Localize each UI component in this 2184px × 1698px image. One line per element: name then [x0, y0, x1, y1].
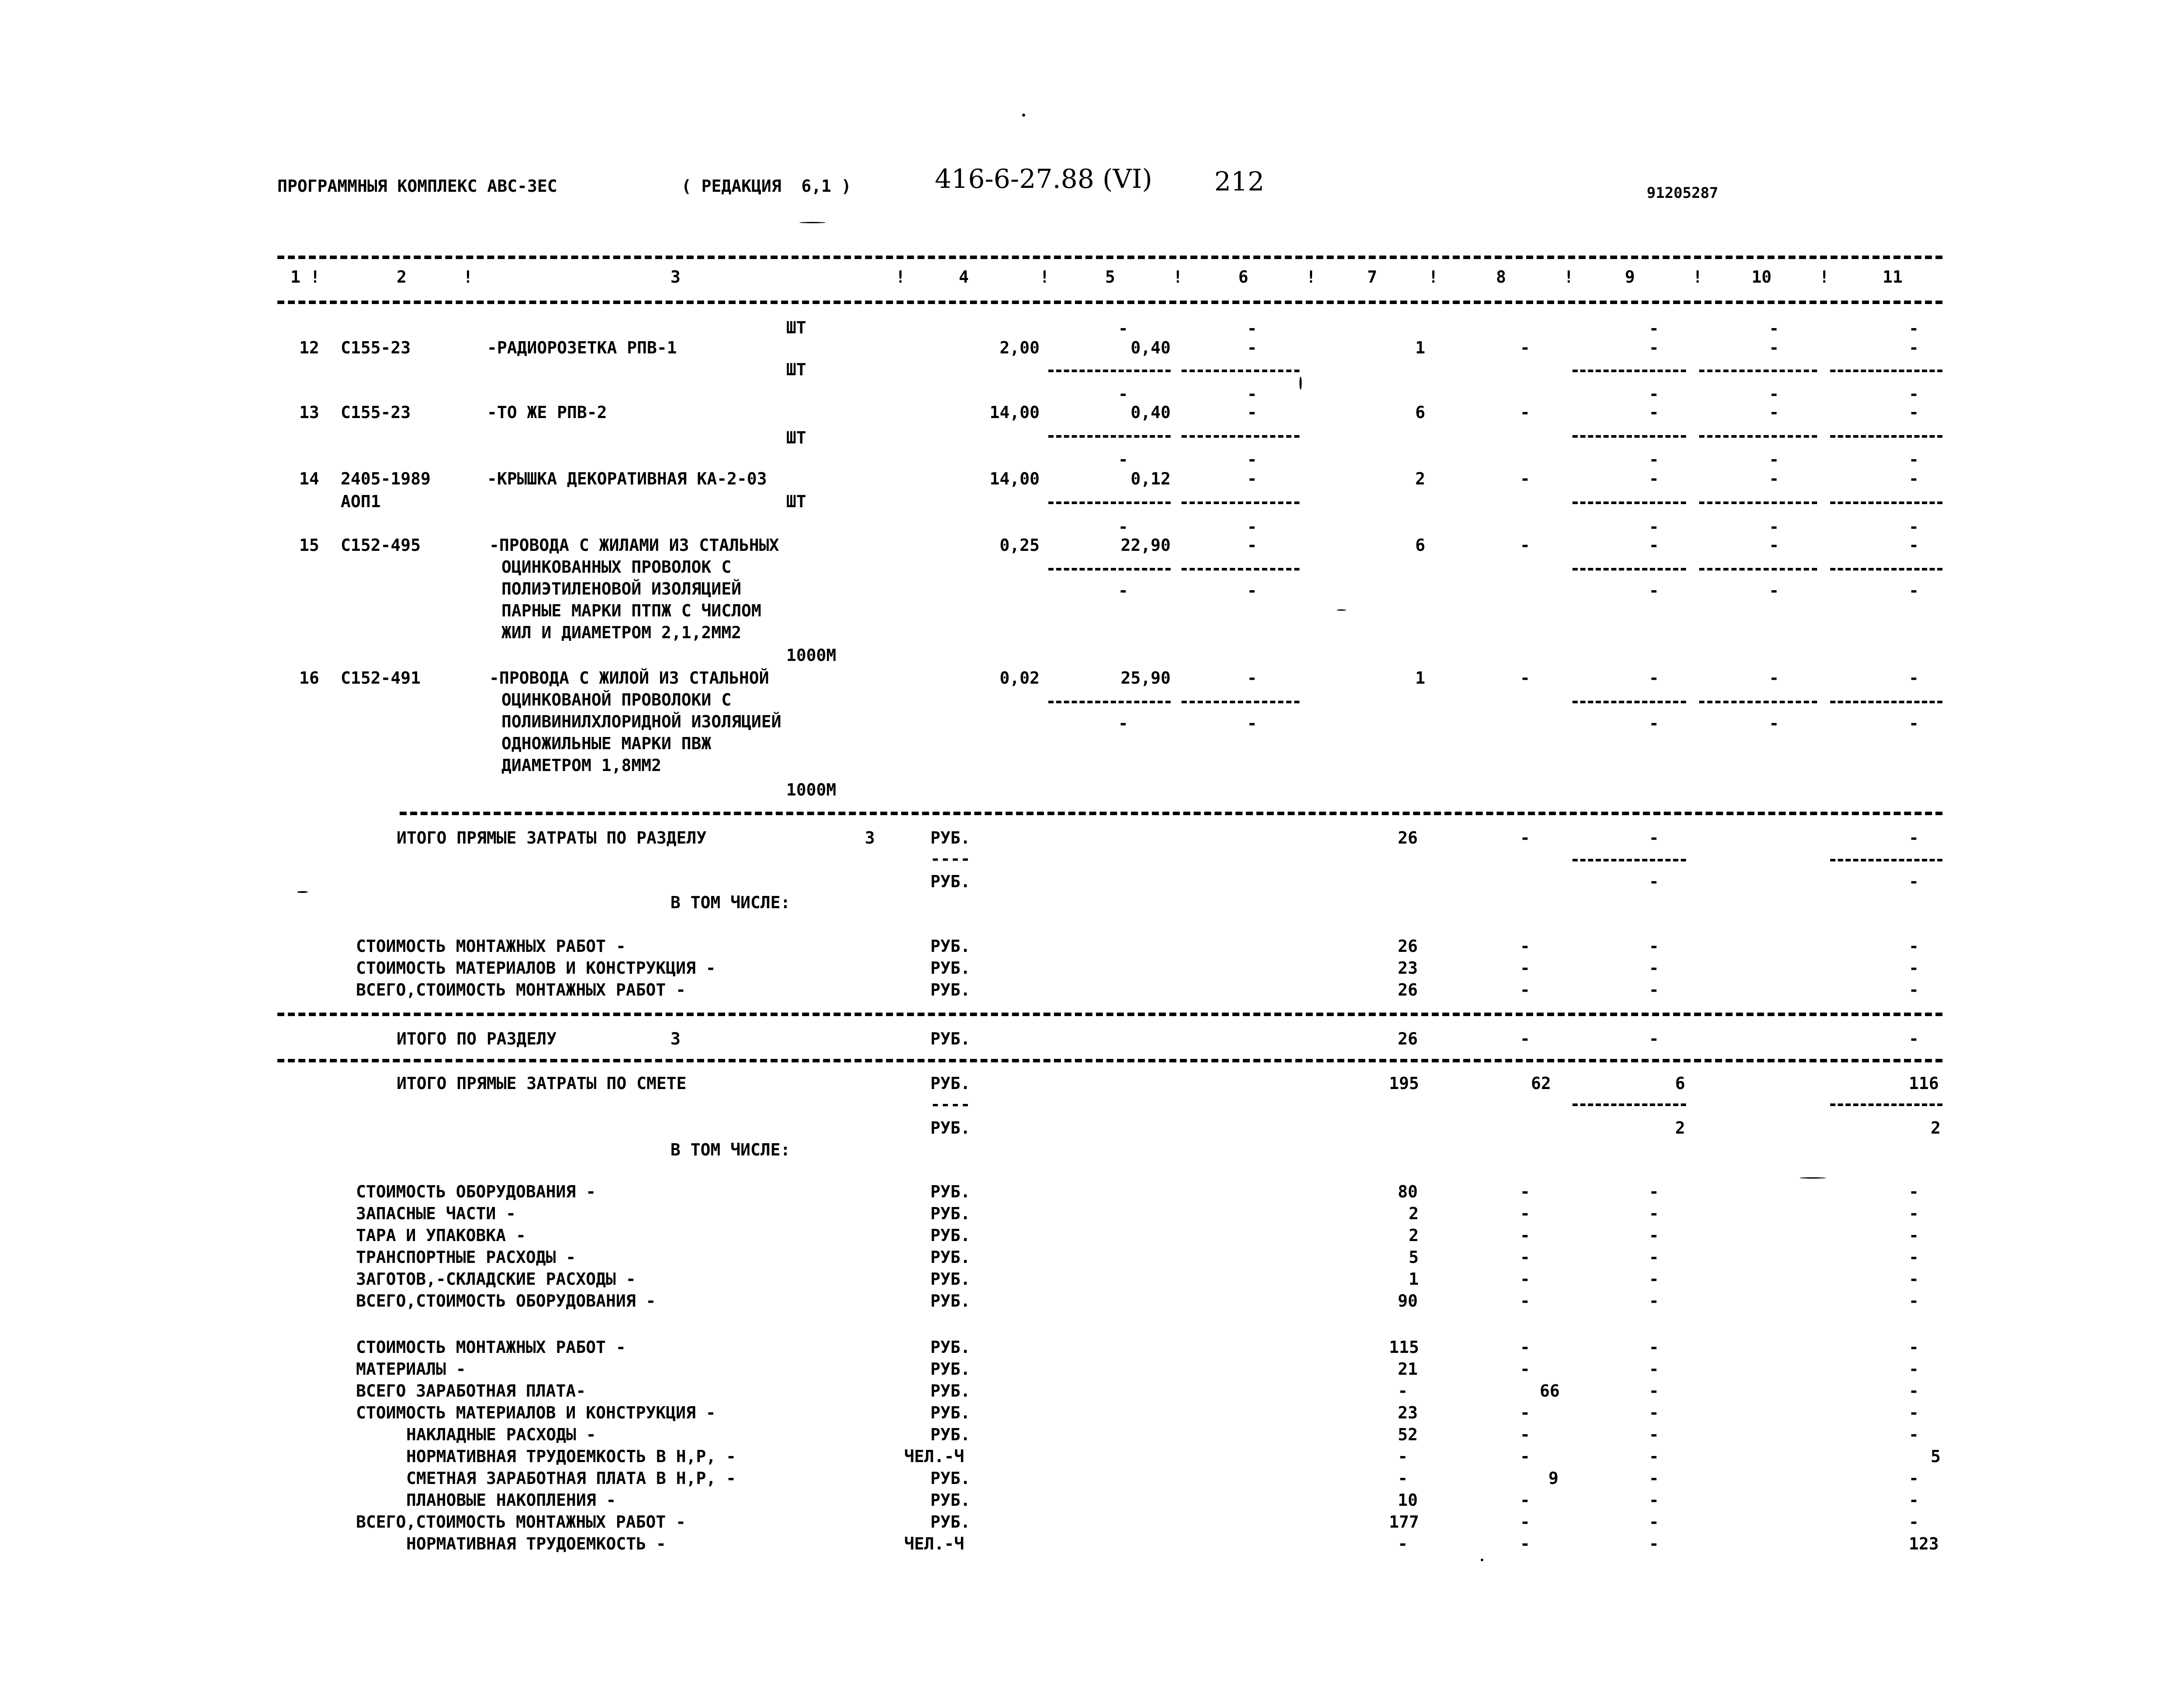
including-label: В ТОМ ЧИСЛЕ:	[670, 893, 791, 912]
unit-label: РУБ.	[930, 1403, 971, 1422]
total-row-label: ТАРА И УПАКОВКА -	[356, 1226, 526, 1245]
total-row-value: 2	[1409, 1226, 1419, 1245]
total-row-label: СМЕТНАЯ ЗАРАБОТНАЯ ПЛАТА В Н,Р, -	[406, 1469, 736, 1488]
total-row-label: ЗАПАСНЫЕ ЧАСТИ -	[356, 1204, 516, 1223]
total-row-label: СТОИМОСТЬ МАТЕРИАЛОВ И КОНСТРУКЦИЯ -	[356, 1403, 716, 1422]
column-separator: !	[463, 267, 473, 287]
item-unit: ШТ	[786, 318, 806, 337]
total-row-label: ВСЕГО,СТОИМОСТЬ ОБОРУДОВАНИЯ -	[356, 1291, 656, 1311]
total-row-label: ВСЕГО,СТОИМОСТЬ МОНТАЖНЫХ РАБОТ -	[356, 980, 686, 999]
item-unit: 1000М	[786, 780, 836, 799]
item-quantity: 2,00	[999, 338, 1040, 357]
estimate-col11-second: 2	[1931, 1118, 1941, 1138]
item-number: 14	[299, 469, 319, 488]
column-separator: !	[1428, 267, 1438, 287]
item-description: ПОЛИВИНИЛХЛОРИДНОЙ ИЗОЛЯЦИЕЙ	[501, 712, 781, 731]
column-separator: !	[1819, 267, 1829, 287]
item-code-continued: АОП1	[341, 492, 381, 511]
column-separator: !	[1306, 267, 1316, 287]
item-description: -РАДИОРОЗЕТКА РПВ-1	[487, 338, 677, 357]
total-row-label: МАТЕРИАЛЫ -	[356, 1359, 466, 1379]
estimate-col7: 195	[1389, 1074, 1419, 1093]
unit-label: РУБ.	[930, 1118, 971, 1138]
column-number: 11	[1883, 267, 1903, 287]
unit-label: РУБ.	[930, 1226, 971, 1245]
total-row-label: ТРАНСПОРТНЫЕ РАСХОДЫ -	[356, 1248, 576, 1267]
unit-label: РУБ.	[930, 828, 971, 847]
column-separator: !	[310, 267, 320, 287]
section-direct-costs-value: 26	[1398, 828, 1418, 847]
estimate-rule	[277, 1059, 1942, 1062]
item-description: ЖИЛ И ДИАМЕТРОМ 2,1,2ММ2	[501, 623, 742, 642]
section-rule	[400, 812, 1942, 815]
column-number: 8	[1496, 267, 1506, 287]
section-total-rule	[277, 1013, 1942, 1016]
item-code: С152-495	[341, 536, 421, 555]
column-separator: !	[1173, 267, 1183, 287]
total-row-value: 21	[1398, 1359, 1418, 1379]
unit-label: РУБ.	[930, 1269, 971, 1289]
item-quantity: 14,00	[989, 403, 1040, 422]
total-row-value: 177	[1389, 1512, 1419, 1532]
unit-label: РУБ.	[930, 1359, 971, 1379]
item-description: -ТО ЖЕ РПВ-2	[487, 403, 607, 422]
total-row-label: НОРМАТИВНАЯ ТРУДОЕМКОСТЬ В Н,Р, -	[406, 1447, 736, 1466]
item-cost: 1	[1415, 668, 1425, 688]
total-row-value: 23	[1398, 1403, 1418, 1422]
total-row-label: НОРМАТИВНАЯ ТРУДОЕМКОСТЬ -	[406, 1534, 666, 1553]
item-code: С152-491	[341, 668, 421, 688]
document-code: 416-6-27.88 (VI)	[935, 164, 1152, 194]
section-total-label: ИТОГО ПО РАЗДЕЛУ	[397, 1029, 557, 1048]
header-top-rule	[277, 256, 1942, 259]
item-description: ОЦИНКОВАННЫХ ПРОВОЛОК С	[501, 557, 732, 577]
item-description: -КРЫШКА ДЕКОРАТИВНАЯ КА-2-03	[487, 469, 767, 488]
unit-label: РУБ.	[930, 937, 971, 956]
unit-label: РУБ.	[930, 1182, 971, 1201]
total-row-col8: 9	[1548, 1469, 1559, 1488]
total-row-label: СТОИМОСТЬ МАТЕРИАЛОВ И КОНСТРУКЦИЯ -	[356, 958, 716, 978]
item-number: 13	[299, 403, 319, 422]
total-row-label: СТОИМОСТЬ МОНТАЖНЫХ РАБОТ -	[356, 1338, 626, 1357]
item-code: С155-23	[341, 338, 411, 357]
item-cost: 2	[1415, 469, 1425, 488]
total-row-value: 26	[1398, 980, 1418, 999]
unit-label: РУБ.	[930, 1338, 971, 1357]
column-number: 10	[1752, 267, 1772, 287]
total-row-label: СТОИМОСТЬ ОБОРУДОВАНИЯ -	[356, 1182, 596, 1201]
estimate-direct-costs-label: ИТОГО ПРЯМЫЕ ЗАТРАТЫ ПО СМЕТЕ	[397, 1074, 687, 1093]
total-row-value: 90	[1398, 1291, 1418, 1311]
item-description: ПОЛИЭТИЛЕНОВОЙ ИЗОЛЯЦИЕЙ	[501, 579, 742, 598]
section-number: 3	[670, 1029, 681, 1048]
unit-label: РУБ.	[930, 1512, 971, 1532]
unit-label: РУБ.	[930, 1074, 971, 1093]
item-description: -ПРОВОДА С ЖИЛОЙ ИЗ СТАЛЬНОЙ	[489, 668, 769, 688]
column-separator: !	[1040, 267, 1050, 287]
column-separator: !	[1693, 267, 1703, 287]
item-unit: ШТ	[786, 360, 806, 379]
unit-underline: ----	[930, 849, 971, 868]
item-price: 0,40	[1130, 403, 1171, 422]
section-total-value: 26	[1398, 1029, 1418, 1048]
total-row-value: 23	[1398, 958, 1418, 978]
estimate-col9-second: 2	[1675, 1118, 1685, 1138]
item-code: 2405-1989	[341, 469, 431, 488]
total-row-label: ЗАГОТОВ,-СКЛАДСКИЕ РАСХОДЫ -	[356, 1269, 636, 1289]
item-number: 15	[299, 536, 319, 555]
item-number: 12	[299, 338, 319, 357]
total-row-label: ПЛАНОВЫЕ НАКОПЛЕНИЯ -	[406, 1491, 616, 1510]
item-cost: 1	[1415, 338, 1425, 357]
including-label: В ТОМ ЧИСЛЕ:	[670, 1140, 791, 1159]
item-price: 0,12	[1130, 469, 1171, 488]
item-price: 0,40	[1130, 338, 1171, 357]
total-row-value: 26	[1398, 937, 1418, 956]
unit-label: РУБ.	[930, 872, 971, 891]
program-name: ПРОГРАММНЫЯ КОМПЛЕКС АВС-ЗЕС	[277, 176, 557, 196]
unit-label: РУБ.	[930, 1425, 971, 1444]
item-cost: 6	[1415, 403, 1425, 422]
item-unit: ШТ	[786, 492, 806, 511]
column-separator: !	[1564, 267, 1574, 287]
item-code: С155-23	[341, 403, 411, 422]
header-bottom-rule	[277, 301, 1942, 304]
item-description: ПАРНЫЕ МАРКИ ПТПЖ С ЧИСЛОМ	[501, 601, 761, 620]
total-row-label: СТОИМОСТЬ МОНТАЖНЫХ РАБОТ -	[356, 937, 626, 956]
estimate-col9: 6	[1675, 1074, 1685, 1093]
total-row-value: 80	[1398, 1182, 1418, 1201]
page-number: 212	[1214, 166, 1265, 197]
column-number: 5	[1105, 267, 1115, 287]
column-number: 9	[1625, 267, 1635, 287]
total-row-label: ВСЕГО,СТОИМОСТЬ МОНТАЖНЫХ РАБОТ -	[356, 1512, 686, 1532]
item-quantity: 14,00	[989, 469, 1040, 488]
total-row-value: 10	[1398, 1491, 1418, 1510]
total-row-value: 115	[1389, 1338, 1419, 1357]
total-row-value: 2	[1409, 1204, 1419, 1223]
item-quantity: 0,02	[999, 668, 1040, 688]
column-number: 1	[290, 267, 301, 287]
item-description: ДИАМЕТРОМ 1,8ММ2	[501, 756, 662, 775]
item-unit: 1000М	[786, 646, 836, 665]
column-number: 6	[1238, 267, 1248, 287]
item-description: ОЦИНКОВАНОЙ ПРОВОЛОКИ С	[501, 690, 732, 709]
item-number: 16	[299, 668, 319, 688]
item-quantity: 0,25	[999, 536, 1040, 555]
total-row-value: 5	[1409, 1248, 1419, 1267]
column-number: 7	[1367, 267, 1377, 287]
estimate-col8: 62	[1531, 1074, 1551, 1093]
edition: ( РЕДАКЦИЯ 6,1 )	[681, 176, 851, 196]
total-row-value: 52	[1398, 1425, 1418, 1444]
item-unit: ШТ	[786, 428, 806, 447]
unit-label: РУБ.	[930, 1029, 971, 1048]
total-row-value: 1	[1409, 1269, 1419, 1289]
total-row-col11: 5	[1931, 1447, 1941, 1466]
unit-label: РУБ.	[930, 1381, 971, 1401]
document-number: 91205287	[1647, 184, 1718, 202]
unit-label: РУБ.	[930, 1491, 971, 1510]
unit-label: РУБ.	[930, 1291, 971, 1311]
column-number: 2	[397, 267, 407, 287]
section-direct-costs-label: ИТОГО ПРЯМЫЕ ЗАТРАТЫ ПО РАЗДЕЛУ	[397, 828, 707, 847]
item-description: ОДНОЖИЛЬНЫЕ МАРКИ ПВЖ	[501, 734, 712, 753]
unit-label: ЧЕЛ.-Ч	[904, 1447, 964, 1466]
item-price: 22,90	[1120, 536, 1171, 555]
item-description: -ПРОВОДА С ЖИЛАМИ ИЗ СТАЛЬНЫХ	[489, 536, 779, 555]
total-row-label: ВСЕГО ЗАРАБОТНАЯ ПЛАТА-	[356, 1381, 586, 1401]
estimate-col11: 116	[1909, 1074, 1939, 1093]
unit-label: РУБ.	[930, 1469, 971, 1488]
column-separator: !	[895, 267, 905, 287]
unit-label: РУБ.	[930, 1248, 971, 1267]
item-cost: 6	[1415, 536, 1425, 555]
unit-underline: ----	[930, 1095, 971, 1114]
unit-label: РУБ.	[930, 958, 971, 978]
item-price: 25,90	[1120, 668, 1171, 688]
unit-label: РУБ.	[930, 1204, 971, 1223]
section-number: 3	[865, 828, 875, 847]
total-row-label: НАКЛАДНЫЕ РАСХОДЫ -	[406, 1425, 596, 1444]
total-row-col8: 66	[1540, 1381, 1560, 1401]
column-number: 4	[959, 267, 969, 287]
total-row-col11: 123	[1909, 1534, 1939, 1553]
column-number: 3	[670, 267, 681, 287]
unit-label: РУБ.	[930, 980, 971, 999]
unit-label: ЧЕЛ.-Ч	[904, 1534, 964, 1553]
